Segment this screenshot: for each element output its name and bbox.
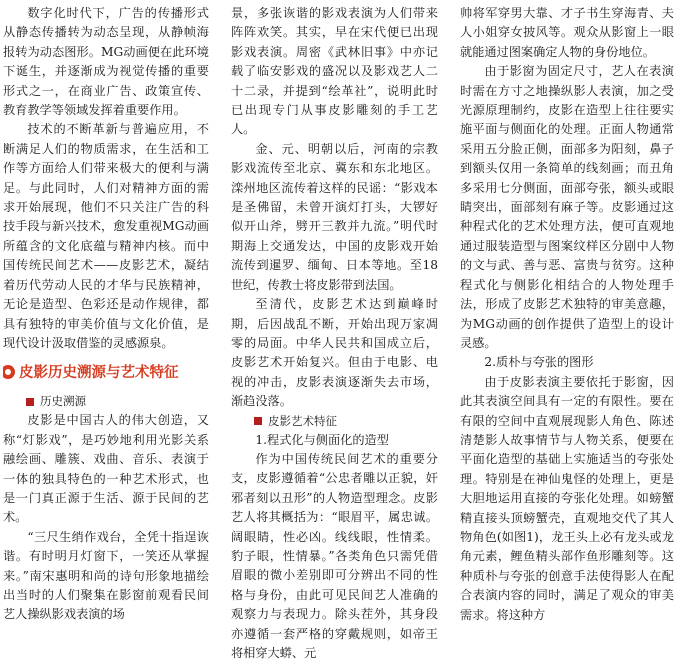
section-heading bbox=[3, 361, 209, 382]
subsection-heading-text: 历史溯源 bbox=[40, 394, 86, 409]
subsection-heading-text: 皮影艺术特征 bbox=[268, 413, 337, 428]
paragraph: 数字化时代下，广告的传播形式从静态传播转为动态呈现，从静帧海报转为动态图形。MG动画便在此环境下诞生，并逐渐成为视觉传播的重要形式之一，在商业广告、政策宣传、教育教学等领域发挥着重要作用。 bbox=[3, 6, 209, 118]
paragraph: 由于皮影表演主要依托于影窗，因此其表演空间具有一定的有限性。要在有限的空间中直观展现影人角色、陈述清楚影人故事情节与人物关系，便要在平面化造型的基础上实施适当的夸张处理。特别是在神仙鬼怪的处理上，更是大胆地运用直接的夸张化处理。如螃蟹精直接头顶螃蟹壳，直观地交代了其人物角色(如图1)，龙王头上必有龙头或龙角元素，鲤鱼精头部作鱼形雕刻等。这种质朴与夸张的创意手法使得影人在配合表演内容的同时，满足了观众的审美需求。将这种方 bbox=[460, 374, 674, 622]
column-right bbox=[460, 4, 674, 625]
paragraph: “三尺生绡作戏台，全凭十指逞诙谐。有时明月灯窗下，一笑还从掌握来。”南宋惠明和尚的诗句形象地描绘出当时的人们聚集在影窗前观看民间艺人操纵影戏表演的场 bbox=[3, 529, 209, 622]
column-middle bbox=[231, 4, 438, 663]
square-bullet-icon bbox=[26, 398, 34, 406]
paragraph: 技术的不断革新与普遍应用，不断满足人们的物质需求，在生活和工作等方面给人们带来极大的便利与满足。与此同时，人们对精神方面的需求开始展现，他们不只关注广告的科技手段与新兴技术，愈发重视MG动画所蕴含的文化底蕴与精神内核。而中国传统民间艺术——皮影艺术，凝结着历代劳动人民的才华与民族精神，无论是造型、色彩还是动作规律，都具有独特的审美价值与文化价值，是现代设计汲取借鉴的灵感源泉。 bbox=[3, 122, 209, 350]
paragraph: 由于影窗为固定尺寸，艺人在表演时需在方寸之地操纵影人表演，加之受光源原理制约，皮影在造型上往往要实施平面与侧面化的处理。正面人物通常采用五分脸正侧，面部多为阳刻，鼻子到额头仅用一条简单的线刻画；而丑角多采用七分侧面，面部夸张，额头或眼睛突出，面部刻有麻子等。皮影通过这种程式化的艺术处理方法，便可直观地通过服装造型与图案纹样区分剧中人物的文与武、善与恶、富贵与贫穷。这种程式化与侧影化相结合的人物处理手法，形成了皮影艺术独特的审美意趣，为MG动画的创作提供了造型上的设计灵感。 bbox=[460, 64, 674, 350]
section-heading-text: 皮影历史溯源与艺术特征 bbox=[19, 365, 179, 382]
paragraph: 金、元、明朝以后，河南的宗教影戏流传至北京、冀东和东北地区。滦州地区流传着这样的民谣：“影戏本是圣佛留，未曾开演灯打头，大锣好似开山斧，劈开三教并九流。”明代时期海上交通发达，中国的皮影戏开始流传到暹罗、缅甸、日本等地。至18世纪，传教士将皮影带到法国。 bbox=[231, 141, 438, 292]
paragraph: 作为中国传统民间艺术的重要分支，皮影遵循着“公忠者雕以正貌，奸邪者刻以丑形”的人物造型理念。皮影艺人将其概括为：“眼眉平，属忠诚。阔眼睛，性必凶。线线眼，性情柔。豹子眼，性情暴。”各类角色只需凭借眉眼的微小差别即可分辨出不同的性格与身份，由此可见民间艺人准确的观察力与表现力。除头茬外，其身段亦遵循一套严格的穿戴规则，如帝王将相穿大蟒、元 bbox=[231, 451, 438, 660]
numbered-heading: 1.程式化与侧面化的造型 bbox=[255, 432, 389, 447]
paragraph: 景，多张诙谐的影戏表演为人们带来阵阵欢笑。其实，早在宋代便已出现影戏表演。周密《武林旧事》中亦记载了临安影戏的盛况以及影戏艺人二十二录，并提到“绘革社”，说明此时已出现专门从事皮影雕刻的手工艺人。 bbox=[231, 6, 438, 137]
square-bullet-icon bbox=[254, 417, 262, 425]
numbered-heading: 2.质朴与夸张的图形 bbox=[484, 355, 594, 370]
circle-bullet-icon bbox=[3, 365, 15, 379]
paragraph: 皮影是中国古人的伟大创造，又称“灯影戏”，是巧妙地利用光影关系融绘画、雕簇、戏曲、音乐、表演于一体的独具特色的一种艺术形式，也是一门真正源于生活、源于民间的艺术。 bbox=[3, 413, 209, 525]
subsection-heading-history bbox=[26, 392, 209, 411]
paragraph: 至清代，皮影艺术达到巅峰时期，后因战乱不断，开始出现万家凋零的局面。中华人民共和国成立后，皮影艺术开始复兴。但由于电影、电视的冲击，皮影表演逐渐失去市场，渐趋没落。 bbox=[231, 297, 438, 409]
subsection-heading-features bbox=[254, 412, 438, 431]
paragraph: 帅将军穿男大靠、才子书生穿海青、夫人小姐穿女披风等。观众从影窗上一眼就能通过图案确定人物的身份地位。 bbox=[460, 6, 674, 59]
column-left bbox=[3, 4, 209, 625]
